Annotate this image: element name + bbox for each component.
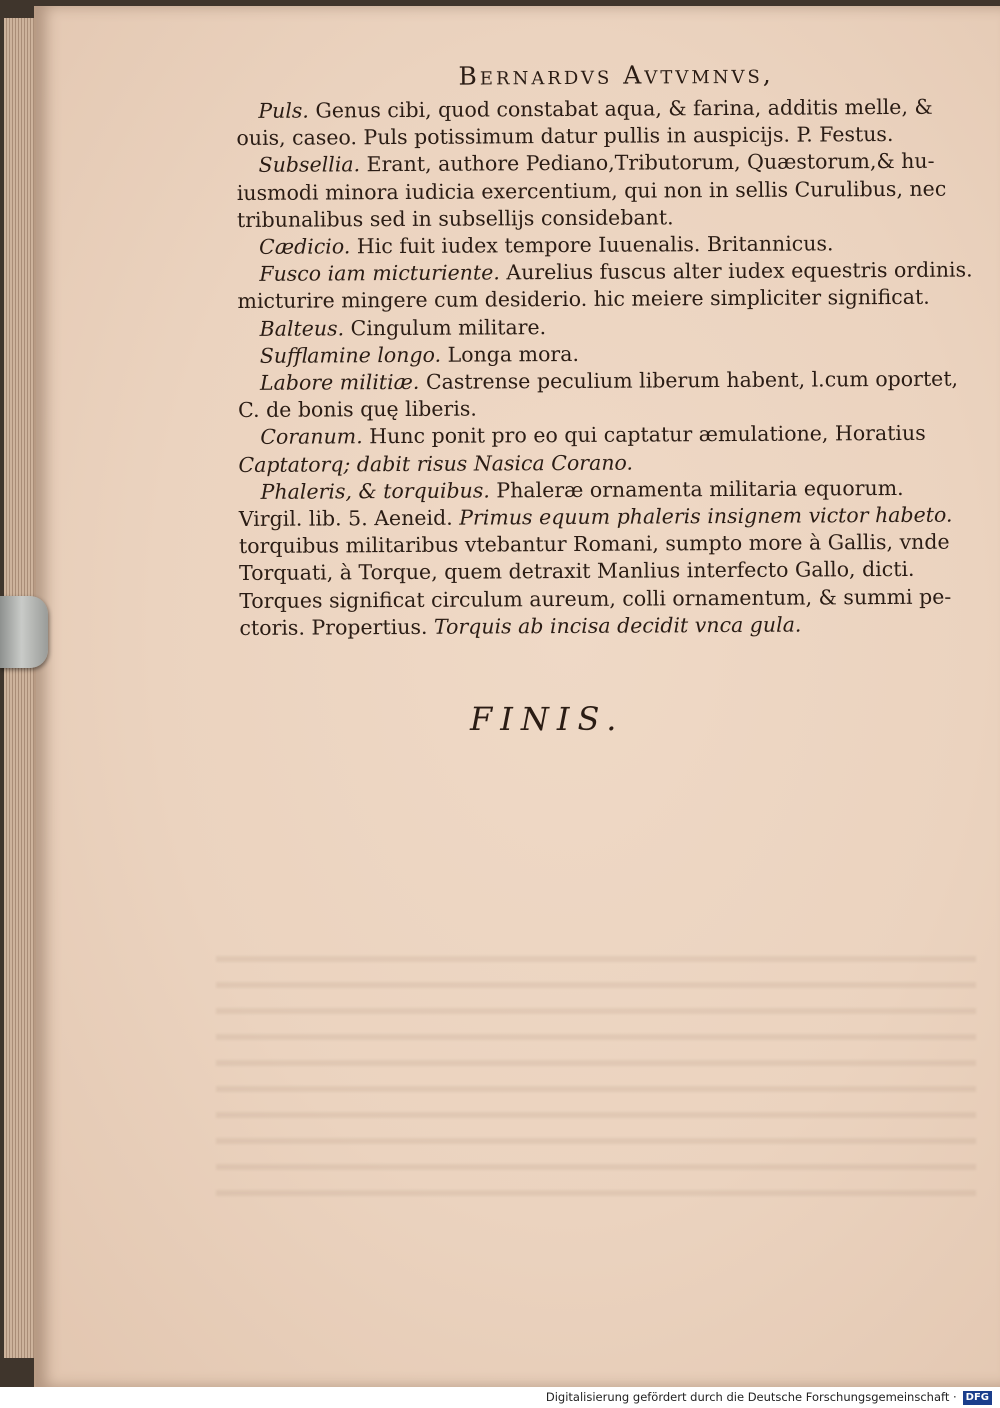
glossary-entry	[238, 475, 953, 642]
line-segment: Torquati, à Torque, quem detraxit Manlius interfecto Gallo, dicti.	[239, 557, 915, 586]
dfg-logo: DFG	[963, 1391, 992, 1405]
line-segment: iusmodi minora iudicia exercentium, qui non in sellis Curulibus, nec	[236, 176, 947, 205]
text-line	[239, 475, 929, 506]
line-segment: ouis, caseo. Puls potissimum datur pullis in auspicijs. P. Festus.	[236, 122, 894, 151]
text-line	[236, 94, 933, 125]
text-line	[239, 556, 929, 587]
glossary-entry	[238, 311, 928, 342]
line-segment: C. de bonis quę liberis.	[238, 396, 477, 423]
entry-lemma: Sufflamine longo.	[259, 342, 442, 368]
line-segment: ctoris. Propertius.	[239, 614, 435, 640]
entries-list	[236, 94, 973, 642]
line-segment: Hunc ponit pro eo qui captatur æmulatione, Horatius	[369, 421, 926, 449]
glossary-entry	[237, 230, 927, 261]
line-segment: Aurelius fuscus alter iudex equestris ordinis.	[506, 257, 973, 285]
text-line	[238, 529, 950, 560]
line-segment: Genus cibi, quod constabat aqua, & farina, additis melle, &	[315, 94, 933, 123]
text-line	[237, 284, 930, 315]
entry-lemma: Phaleris, & torquibus.	[260, 478, 490, 504]
glossary-entry	[238, 339, 928, 370]
page-text	[236, 56, 973, 642]
text-line	[237, 203, 927, 234]
text-line	[236, 121, 926, 152]
text-line	[238, 420, 928, 451]
line-segment: Captatorq; dabit risus Nasica Corano.	[238, 450, 634, 477]
page-edges	[4, 18, 34, 1358]
line-segment: Torquis ab incisa decidit vnca gula.	[433, 612, 802, 639]
finis-mark: FINIS.	[470, 700, 625, 738]
text-line	[238, 366, 959, 397]
entry-lemma: Subsellia.	[258, 152, 361, 178]
text-line	[238, 447, 928, 478]
text-line	[238, 311, 928, 342]
line-segment: Torques significat circulum aureum, colli ornamentum, & summi pe-	[239, 584, 952, 613]
show-through-text	[216, 936, 976, 1196]
text-line	[238, 393, 928, 424]
entry-lemma: Fusco iam micturiente.	[259, 260, 500, 287]
entry-lemma: Labore militiæ.	[259, 369, 420, 395]
text-line	[237, 148, 935, 179]
line-segment: Primus equum phaleris insignem victor habeto.	[459, 502, 953, 530]
glossary-entry	[238, 366, 959, 425]
line-segment: micturire mingere cum desiderio. hic meiere simpliciter significat.	[237, 285, 930, 314]
line-segment: Hic fuit iudex tempore Iuuenalis. Britannicus.	[356, 231, 834, 259]
page-clip	[0, 596, 48, 668]
line-segment: torquibus militaribus vtebantur Romani, sumpto more à Gallis, vnde	[238, 529, 950, 559]
line-segment: Cingulum militare.	[350, 314, 547, 340]
running-header: Bernardvs Avtvmnvs,	[458, 59, 774, 91]
footer-text: Digitalisierung gefördert durch die Deutsche Forschungsgemeinschaft ·	[545, 1390, 957, 1404]
glossary-entry	[237, 257, 973, 316]
entry-lemma: Balteus.	[259, 315, 345, 341]
text-line	[237, 230, 927, 261]
digitization-footer	[0, 1387, 1000, 1408]
text-line	[239, 583, 952, 614]
line-segment: tribunalibus sed in subsellijs considebant.	[236, 205, 674, 232]
text-line	[238, 339, 928, 370]
glossary-entry	[236, 94, 933, 153]
entry-lemma: Puls.	[258, 98, 309, 123]
text-line	[239, 611, 929, 642]
text-line	[236, 175, 947, 206]
line-segment: Longa mora.	[447, 341, 579, 367]
glossary-entry	[236, 148, 947, 234]
text-line	[238, 502, 953, 533]
line-segment: Virgil. lib. 5. Aeneid.	[238, 505, 460, 532]
glossary-entry	[238, 420, 928, 479]
line-segment: Erant, authore Pediano,Tributorum, Quæstorum,& hu-	[366, 149, 935, 177]
entry-lemma: Coranum.	[260, 424, 363, 450]
line-segment: Castrense peculium liberum habent, l.cum oportet,	[425, 366, 959, 394]
line-segment: Phaleræ ornamenta militaria equorum.	[496, 475, 904, 503]
entry-lemma: Cædicio.	[259, 234, 351, 259]
text-line	[237, 257, 973, 288]
